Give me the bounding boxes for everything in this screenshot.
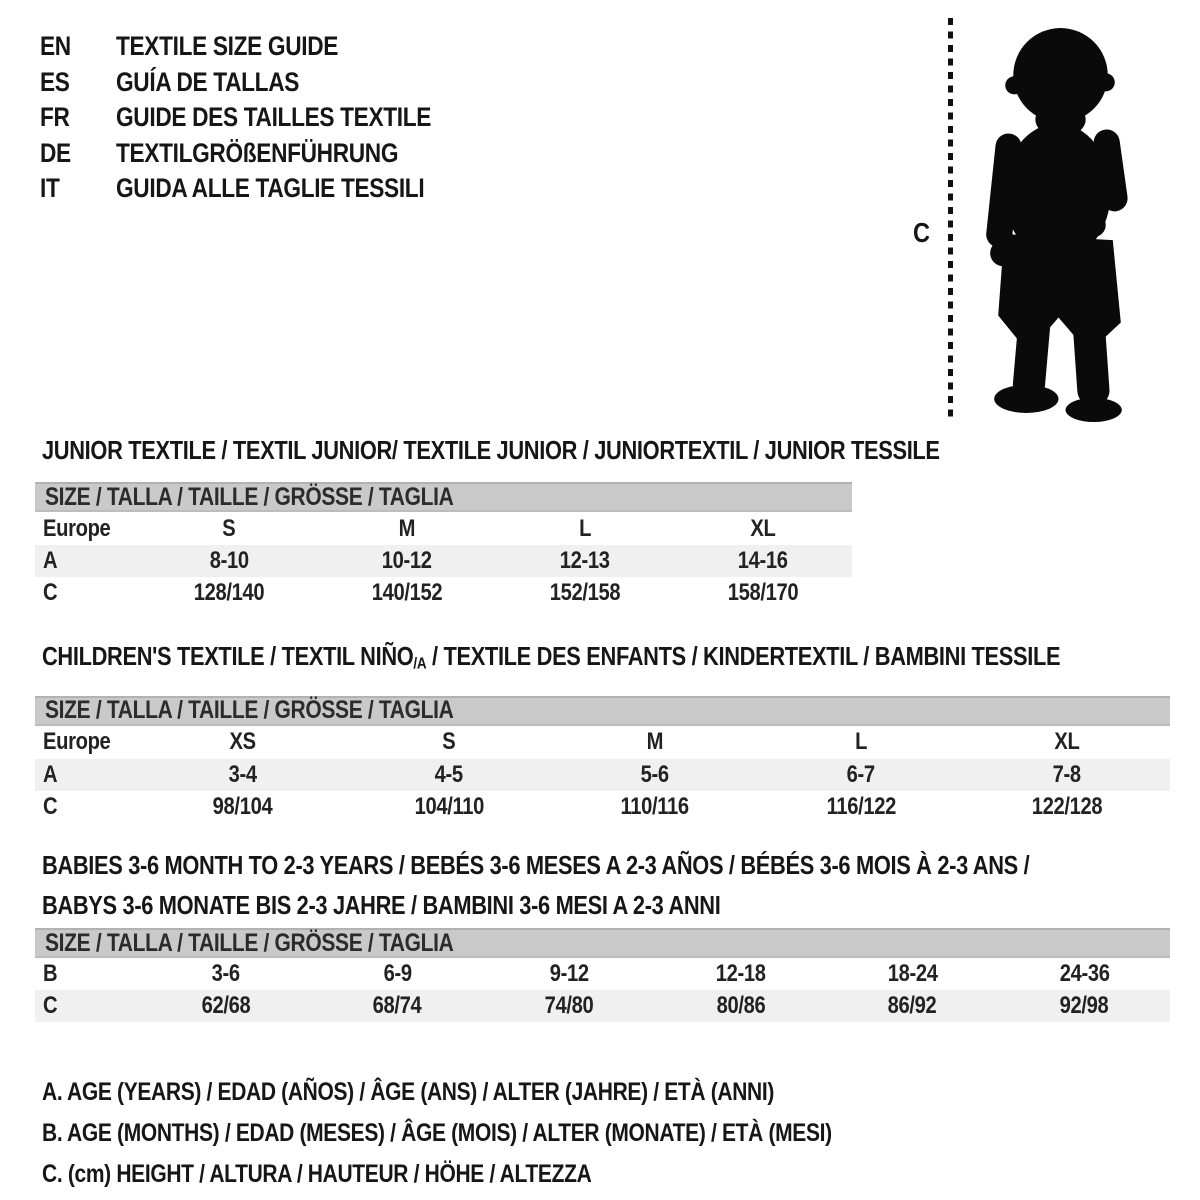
size-column: M [398,514,416,542]
table-row-height-cm [35,791,1170,823]
size-column: XS [229,728,257,756]
row-label: A [43,547,58,574]
cell-value: 5-6 [640,760,670,788]
language-code: EN [40,31,71,62]
language-row-it [40,171,491,207]
cell-value: 86/92 [888,992,937,1019]
size-column: XL [750,514,776,542]
cell-value: 3-4 [228,760,258,788]
size-column: L [579,514,591,542]
cell-value: 92/98 [1059,992,1109,1019]
cell-value: 10-12 [382,547,432,574]
row-label: A [43,760,58,788]
cell-value: 122/128 [1031,792,1103,820]
size-header-bar: SIZE / TALLA / TAILLE / GRÖSSE / TAGLIA [35,928,1170,958]
cell-value: 12-18 [715,960,766,987]
cell-value: 12-13 [560,547,610,574]
section-title: JUNIOR TEXTILE / TEXTIL JUNIOR/ TEXTILE JUNIOR / JUNIORTEXTIL / JUNIOR TESSILE [42,435,940,465]
language-code: FR [40,102,70,133]
cell-value: 9-12 [549,960,589,987]
cell-value: 110/116 [620,792,690,820]
language-row-es [40,65,491,101]
table-row-age-months [35,958,1170,990]
table-header-row [35,726,1170,759]
cell-value: 152/158 [549,579,621,606]
cell-value: 104/110 [414,792,484,820]
size-column: L [855,728,867,756]
row-label: C [43,579,58,606]
row-label: C [43,992,58,1019]
cell-value: 8-10 [209,547,249,574]
table-row-height-cm [35,990,1170,1022]
cell-value: 4-5 [434,760,464,788]
table-row-age-years [35,545,852,577]
size-column: S [442,728,456,756]
cell-value: 74/80 [544,992,594,1019]
size-column: XL [1054,728,1080,756]
cell-value: 6-9 [383,960,412,987]
size-header-bar: SIZE / TALLA / TAILLE / GRÖSSE / TAGLIA [35,696,1170,726]
size-figure [905,15,1165,430]
cell-value: 18-24 [887,960,938,987]
section-childrens-textile [35,643,1170,823]
language-row-de [40,136,491,172]
guide-title: GUIDA ALLE TAGLIE TESSILI [116,173,425,204]
cell-value: 62/68 [201,992,251,1019]
nino-a-subscript: /A [413,654,427,673]
cell-value: 116/122 [826,792,896,820]
cell-value: 140/152 [371,579,443,606]
legend-height-cm: C. (cm) HEIGHT / ALTURA / HAUTEUR / HÖHE / ALTEZZA [42,1160,592,1188]
section-title: CHILDREN'S TEXTILE / TEXTIL NIÑO/A / TEXTILE DES ENFANTS / KINDERTEXTIL / BAMBINI TESSILE [42,641,1061,673]
section-junior-textile [35,435,940,609]
region-label: Europe [43,728,111,756]
language-row-fr [40,100,491,136]
cell-value: 98/104 [213,792,273,820]
table-row-age-years [35,759,1170,791]
region-label: Europe [43,514,111,542]
size-column: S [222,514,236,542]
cell-value: 128/140 [193,579,265,606]
size-column: M [646,728,664,756]
section-babies-textile [35,845,1170,1022]
row-label: B [43,960,58,987]
legend-age-years: A. AGE (YEARS) / EDAD (AÑOS) / ÂGE (ANS) / ALTER (JAHRE) / ETÀ (ANNI) [42,1078,775,1106]
section-title: BABIES 3-6 MONTH TO 2-3 YEARS / BEBÉS 3-6 MESES A 2-3 AÑOS / BÉBÉS 3-6 MOIS À 2-3 ANS / BABYS 3-6 MONATE BIS 2-3 JAHRE / BAMBINI 3-6 MESI A 2-3 ANNI [42,850,1030,920]
cell-value: 158/170 [727,579,799,606]
guide-title: GUÍA DE TALLAS [116,66,300,97]
table-header-row [35,512,852,545]
measurement-legend [42,1072,982,1195]
language-code: DE [40,137,71,168]
cell-value: 6-7 [846,760,876,788]
height-measure-label: C [913,217,930,248]
cell-value: 68/74 [373,992,422,1019]
height-measure-line [948,18,953,418]
language-row-en [40,29,491,65]
language-code: ES [40,66,70,97]
guide-title: TEXTILE SIZE GUIDE [116,31,339,62]
guide-title: TEXTILGRÖßENFÜHRUNG [116,137,399,168]
cell-value: 7-8 [1052,760,1082,788]
size-header-bar: SIZE / TALLA / TAILLE / GRÖSSE / TAGLIA [35,482,852,512]
row-label: C [43,792,58,820]
toddler-silhouette-icon [968,21,1148,423]
cell-value: 14-16 [738,547,788,574]
cell-value: 24-36 [1059,960,1110,987]
cell-value: 3-6 [211,960,240,987]
table-row-height-cm [35,577,852,609]
legend-age-months: B. AGE (MONTHS) / EDAD (MESES) / ÂGE (MOIS) / ALTER (MONATE) / ETÀ (MESI) [42,1119,832,1147]
language-code: IT [40,173,60,204]
cell-value: 80/86 [716,992,766,1019]
guide-title: GUIDE DES TAILLES TEXTILE [116,102,432,133]
language-title-list [40,29,491,207]
